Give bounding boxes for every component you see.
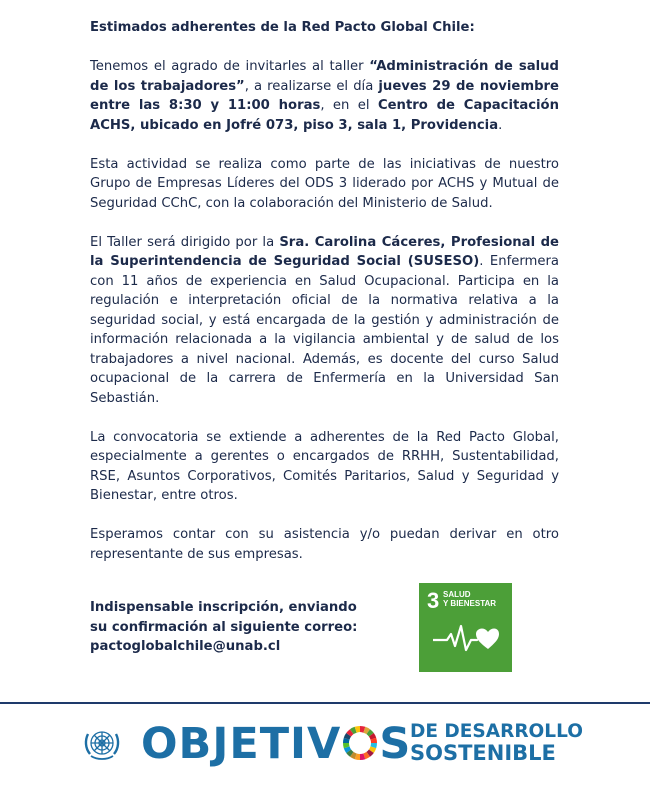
desarrollo-line: DE DESARROLLO: [410, 721, 583, 742]
sdg-color-wheel-icon: [342, 725, 378, 761]
sdg-title: SALUD Y BIENESTAR: [443, 590, 497, 608]
paragraph-audience: La convocatoria se extiende a adherentes de la Red Pacto Global, especialmente a gerentes o encargados de RRHH, Sustentabilidad, RSE, Asuntos Corporativos, Comités Paritarios, Salud y Seguridad y Bienestar, entre otros.: [90, 429, 559, 503]
heartbeat-heart-icon: [433, 620, 501, 654]
greeting: Estimados adherentes de la Red Pacto Global Chile:: [90, 20, 475, 35]
registration-email[interactable]: pactoglobalchile@unab.cl: [90, 639, 281, 654]
sdg-3-tile: [419, 583, 512, 672]
desarrollo-sostenible: [410, 722, 583, 764]
registration-note: [90, 598, 390, 657]
un-emblem-icon: [82, 726, 122, 762]
sostenible-line: SOSTENIBLE: [410, 741, 556, 765]
sdg-number: 3: [427, 588, 440, 613]
registration-line-2: su confirmación al siguiente correo:: [90, 619, 358, 635]
paragraph-invitation: Tenemos el agrado de invitarles al taller “Administración de salud de los trabajadores”, a realizarse el día jueves 29 de noviembre entre las 8:30 y 11:00 horas, en el Centro de Capacitación ACHS, ubicado en Jofré 073, piso 3, sala 1, Providencia.: [90, 59, 560, 133]
letter-body: [90, 18, 559, 584]
objetivos-wordmark: OBJETIV S: [141, 719, 412, 769]
paragraph-speaker: El Taller será dirigido por la Sra. Carolina Cáceres, Profesional de la Superintendencia de Seguridad Social (SUSESO). Enfermera con 11 años de experiencia en Salud Ocupacional. Participa en la regulación e interpretación oficial de la normativa relativa a la seguridad social, y está encargada de la gestión y administración de información relacionada a la vigilancia ambiental y de salud de los trabajadores a nivel nacional. Además, es docente del curso Salud ocupacional de la carrera de Enfermería en la Universidad San Sebastián.: [90, 234, 560, 406]
divider: [0, 702, 650, 704]
paragraph-activity: Esta actividad se realiza como parte de las iniciativas de nuestro Grupo de Empresas Líderes del ODS 3 liderado por ACHS y Mutual de Seguridad CChC, con la colaboración del Ministerio de Salud.: [90, 156, 559, 211]
registration-line-1: Indispensable inscripción, enviando: [90, 600, 357, 615]
paragraph-closing: Esperamos contar con su asistencia y/o puedan derivar en otro representante de sus empresas.: [90, 527, 559, 562]
